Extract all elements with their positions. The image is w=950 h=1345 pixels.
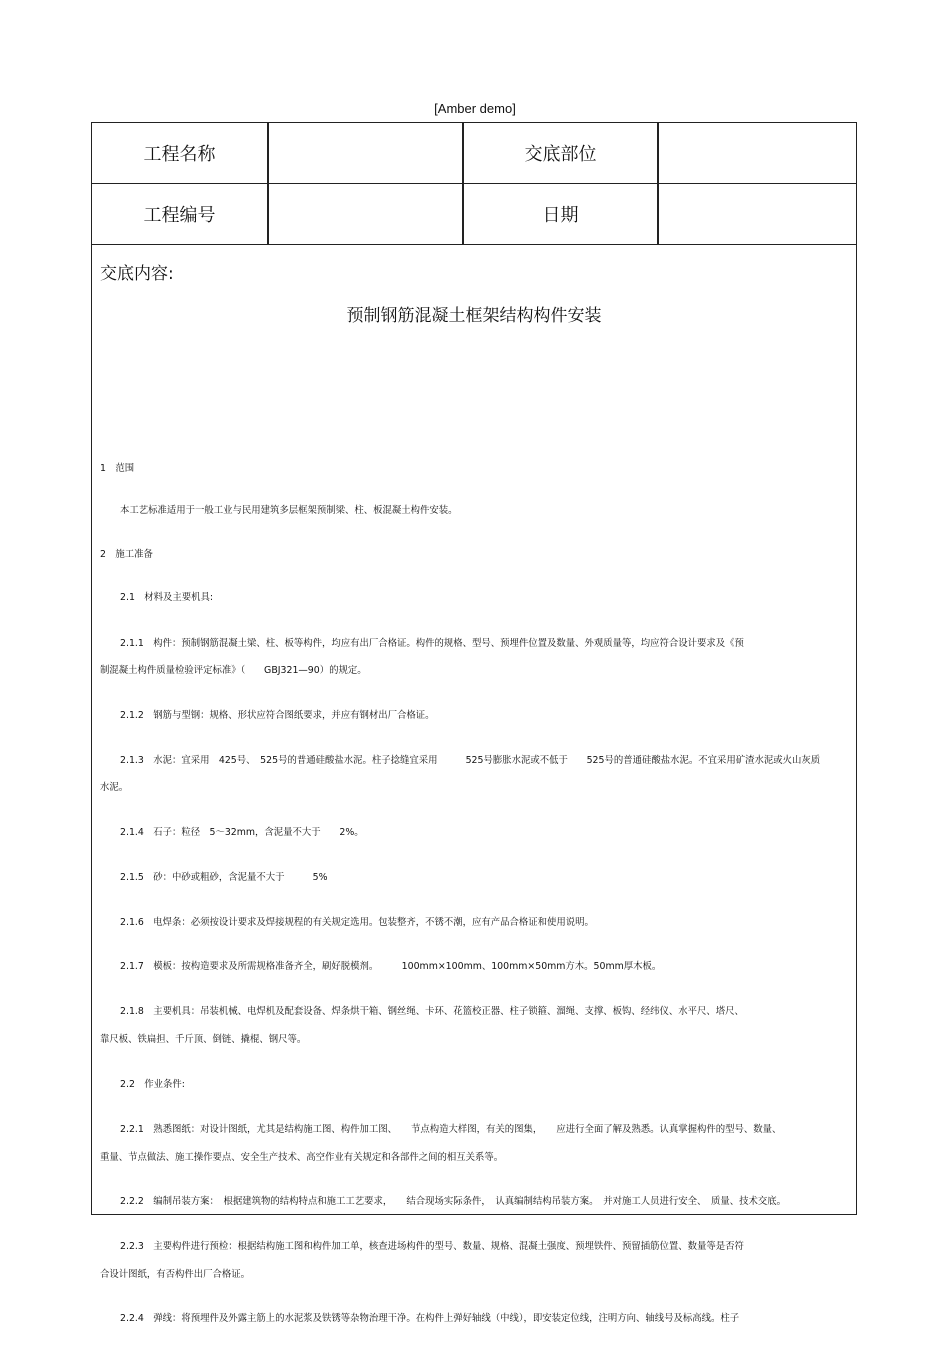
watermark: [Amber demo] xyxy=(434,101,516,116)
paragraph-line: 2.2.3 主要构件进行预检：根据结构施工图和构件加工单，核查进场构件的型号、数量、规格、混凝土强度、预埋铁件、预留插筋位置、数量等是否符 xyxy=(120,1241,744,1252)
content-label: 交底内容: xyxy=(100,264,174,284)
paragraph-line: 制混凝土构件质量检验评定标准》（ GBJ321—90）的规定。 xyxy=(100,665,367,676)
subsection-heading: 2.1 材料及主要机具: xyxy=(120,592,214,603)
date-label: 日期 xyxy=(464,184,659,244)
project-no-field[interactable] xyxy=(269,184,464,244)
handover-sheet xyxy=(91,122,857,1324)
section-heading: 2 施工准备 xyxy=(100,549,153,560)
paragraph-line: 2.2.1 熟悉图纸：对设计图纸，尤其是结构施工图、构件加工图、 节点构造大样图，有关的图集， 应进行全面了解及熟悉。认真掌握构件的型号、数量、 xyxy=(120,1124,782,1135)
paragraph-line: 靠尺板、铁扁担、千斤顶、倒链、撬棍、钢尺等。 xyxy=(100,1034,307,1045)
paragraph-line: 2.2.4 弹线：将预埋件及外露主筋上的水泥浆及铁锈等杂物治理干净。在构件上弹好轴线（中线），即安装定位线，注明方向、轴线号及标高线。柱子 xyxy=(120,1313,740,1324)
paragraph-line: 水泥。 xyxy=(100,782,129,793)
header-row-2 xyxy=(92,184,856,245)
section-heading: 1 范围 xyxy=(100,463,135,474)
handover-part-field[interactable] xyxy=(659,123,856,183)
paragraph-line: 2.1.4 石子：粒径 5～32mm，含泥量不大于 2%。 xyxy=(120,827,364,838)
paragraph-line: 2.1.7 模板：按构造要求及所需规格准备齐全，刷好脱模剂。 100mm×100mm、100mm×50mm方木。50mm厚木板。 xyxy=(120,961,662,972)
project-name-label: 工程名称 xyxy=(92,123,269,183)
paragraph-line: 重量、节点做法、施工操作要点、安全生产技术、高空作业有关规定和各部件之间的相互关系等。 xyxy=(100,1152,504,1163)
project-no-label: 工程编号 xyxy=(92,184,269,244)
paragraph-line: 2.1.2 钢筋与型钢：规格、形状应符合图纸要求，并应有钢材出厂合格证。 xyxy=(120,710,435,721)
document-title: 预制钢筋混凝土框架结构构件安装 xyxy=(346,306,602,326)
paragraph-line: 2.2.2 编制吊装方案： 根据建筑物的结构特点和施工工艺要求， 结合现场实际条件， 认真编制结构吊装方案。 并对施工人员进行安全、 质量、技术交底。 xyxy=(120,1196,787,1207)
paragraph-line: 合设计图纸，有否构件出厂合格证。 xyxy=(100,1269,251,1280)
header-row-1 xyxy=(92,123,856,184)
project-name-field[interactable] xyxy=(269,123,464,183)
paragraph-line: 2.1.5 砂：中砂或粗砂，含泥量不大于 5% xyxy=(120,872,328,883)
paragraph-line: 2.1.3 水泥：宜采用 425号、 525号的普通硅酸盐水泥。柱子捻缝宜采用 525号膨胀水泥或不低于 525号的普通硅酸盐水泥。不宜采用矿渣水泥或火山灰质 xyxy=(120,755,821,766)
subsection-heading: 2.2 作业条件: xyxy=(120,1079,185,1090)
paragraph-line: 2.1.6 电焊条：必须按设计要求及焊接规程的有关规定选用。包装整齐，不锈不潮，应有产品合格证和使用说明。 xyxy=(120,917,594,928)
handover-part-label: 交底部位 xyxy=(464,123,659,183)
paragraph-line: 2.1.1 构件：预制钢筋混凝土梁、柱、板等构件，均应有出厂合格证。构件的规格、型号、预埋件位置及数量、外观质量等，均应符合设计要求及《预 xyxy=(120,638,744,649)
date-field[interactable] xyxy=(659,184,856,244)
paragraph-line: 本工艺标准适用于一般工业与民用建筑多层框架预制梁、柱、板混凝土构件安装。 xyxy=(120,505,458,516)
paragraph-line: 2.1.8 主要机具：吊装机械、电焊机及配套设备、焊条烘干箱、钢丝绳、卡环、花篮校正器、柱子锁箍、溜绳、支撑、板钩、经纬仪、水平尺、塔尺、 xyxy=(120,1006,744,1017)
